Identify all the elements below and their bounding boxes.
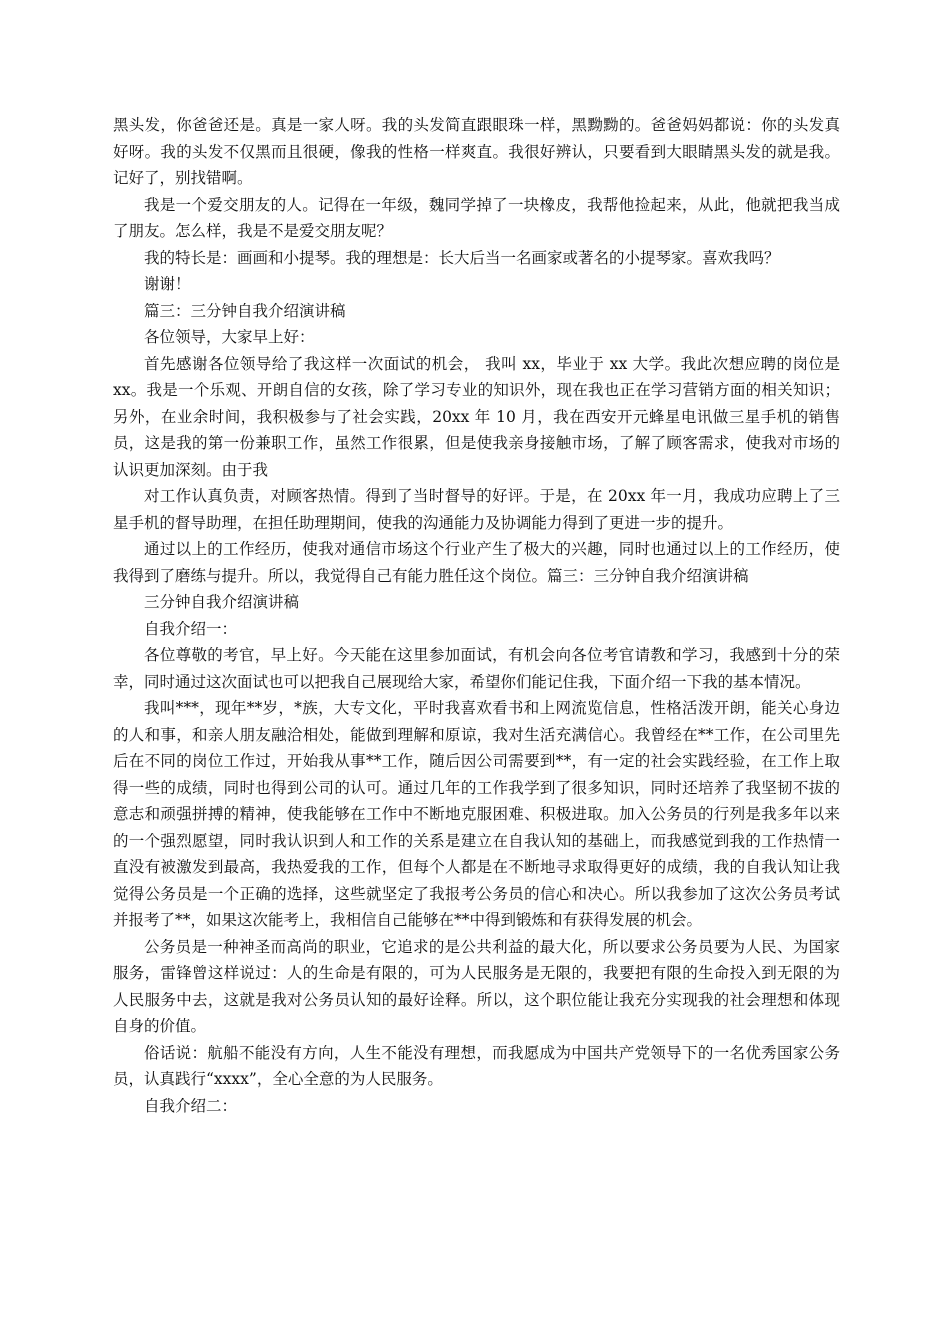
paragraph-continuation-hair: 黑头发，你爸爸还是。真是一家人呀。我的头发简直跟眼珠一样，黑黝黝的。爸爸妈妈都说：你的头发真好呀。我的头发不仅黑而且很硬，像我的性格一样爽直。我很好辨认，只要看到大眼睛黑头发的就是我。记好了，别找错啊。: [113, 116, 840, 187]
paragraph-personal-background: 我叫***，现年**岁，*族，大专文化，平时我喜欢看书和上网流览信息，性格活泼开朗，能关心身边的人和事，和亲人朋友融洽相处，能做到理解和原谅，我对生活充满信心。我曾经在**工作，在公司里先后在不同的岗位工作过，开始我从事**工作，随后因公司需要到**，有一定的社会实践经验，在工作上取得一些的成绩，同时也得到公司的认可。通过几年的工作我学到了很多知识，同时还培养了我坚韧不拔的意志和顽强拼搏的精神，使我能够在工作中不断地克服困难、积极进取。加入公务员的行列是我多年以来的一个强烈愿望，同时我认识到人和工作的关系是建立在自我认知的基础上，而我感觉到我的工作热情一直没有被激发到最高，我热爱我的工作，但每个人都是在不断地寻求取得更好的成绩，我的自我认知让我觉得公务员是一个正确的选择，这些就坚定了我报考公务员的信心和决心。所以我参加了这次公务员考试并报考了**，如果这次能考上，我相信自己能够在**中得到锻炼和有获得发展的机会。: [113, 699, 840, 929]
paragraph-experience-summary: 通过以上的工作经历，使我对通信市场这个行业产生了极大的兴趣，同时也通过以上的工作经历，使我得到了磨练与提升。所以，我觉得自己有能力胜任这个岗位。篇三：三分钟自我介绍演讲稿: [113, 540, 840, 585]
paragraph-friends: 我是一个爱交朋友的人。记得在一年级，魏同学掉了一块橡皮，我帮他捡起来，从此，他就把我当成了朋友。怎么样，我是不是爱交朋友呢？: [113, 195, 840, 240]
paragraph-proverb: 俗话说：航船不能没有方向，人生不能没有理想，而我愿成为中国共产党领导下的一名优秀国家公务员，认真践行“xxxx”，全心全意的为人民服务。: [113, 1043, 840, 1088]
section-heading-part3: 篇三：三分钟自我介绍演讲稿: [144, 301, 346, 320]
paragraph-specialty: 我的特长是：画画和小提琴。我的理想是：长大后当一名画家或著名的小提琴家。喜欢我吗？: [144, 248, 780, 267]
section-heading-speech: 三分钟自我介绍演讲稿: [144, 593, 300, 611]
paragraph-work-attitude: 对工作认真负责，对顾客热情。得到了当时督导的好评。于是，在 20xx 年一月，我成功应聘上了三星手机的督导助理，在担任助理期间，使我的沟通能力及协调能力得到了更进一步的提升。: [113, 487, 840, 532]
paragraph-civil-servant: 公务员是一种神圣而高尚的职业，它追求的是公共利益的最大化，所以要求公务员要为人民、为国家服务，雷锋曾这样说过：人的生命是有限的，可为人民服务是无限的，我要把有限的生命投入到无限的为人民服务中去，这就是我对公务员认知的最好诠释。所以，这个职位能让我充分实现我的社会理想和体现自身的价值。: [113, 937, 840, 1035]
paragraph-intro-job: 首先感谢各位领导给了我这样一次面试的机会， 我叫 xx，毕业于 xx 大学。我此次想应聘的岗位是 xx。我是一个乐观、开朗自信的女孩，除了学习专业的知识外，现在我也正在学习营销方面的相关知识；另外，在业余时间，我积极参与了社会实践，20xx 年 10 月，我在西安开元蜂星电讯做三星手机的销售员，这是我的第一份兼职工作，虽然工作很累，但是使我亲身接触市场，了解了顾客需求，使我对市场的认识更加深刻。由于我: [113, 354, 840, 479]
subheading-intro-two: 自我介绍二：: [144, 1096, 238, 1115]
paragraph-examiner-greeting: 各位尊敬的考官，早上好。今天能在这里参加面试，有机会向各位考官请教和学习，我感到十分的荣幸，同时通过这次面试也可以把我自己展现给大家，希望你们能记住我，下面介绍一下我的基本情况。: [113, 646, 840, 691]
document-body: [113, 112, 840, 1119]
paragraph-thanks: 谢谢！: [144, 275, 191, 293]
subheading-intro-one: 自我介绍一：: [144, 619, 238, 638]
paragraph-greeting: 各位领导，大家早上好：: [144, 328, 315, 346]
